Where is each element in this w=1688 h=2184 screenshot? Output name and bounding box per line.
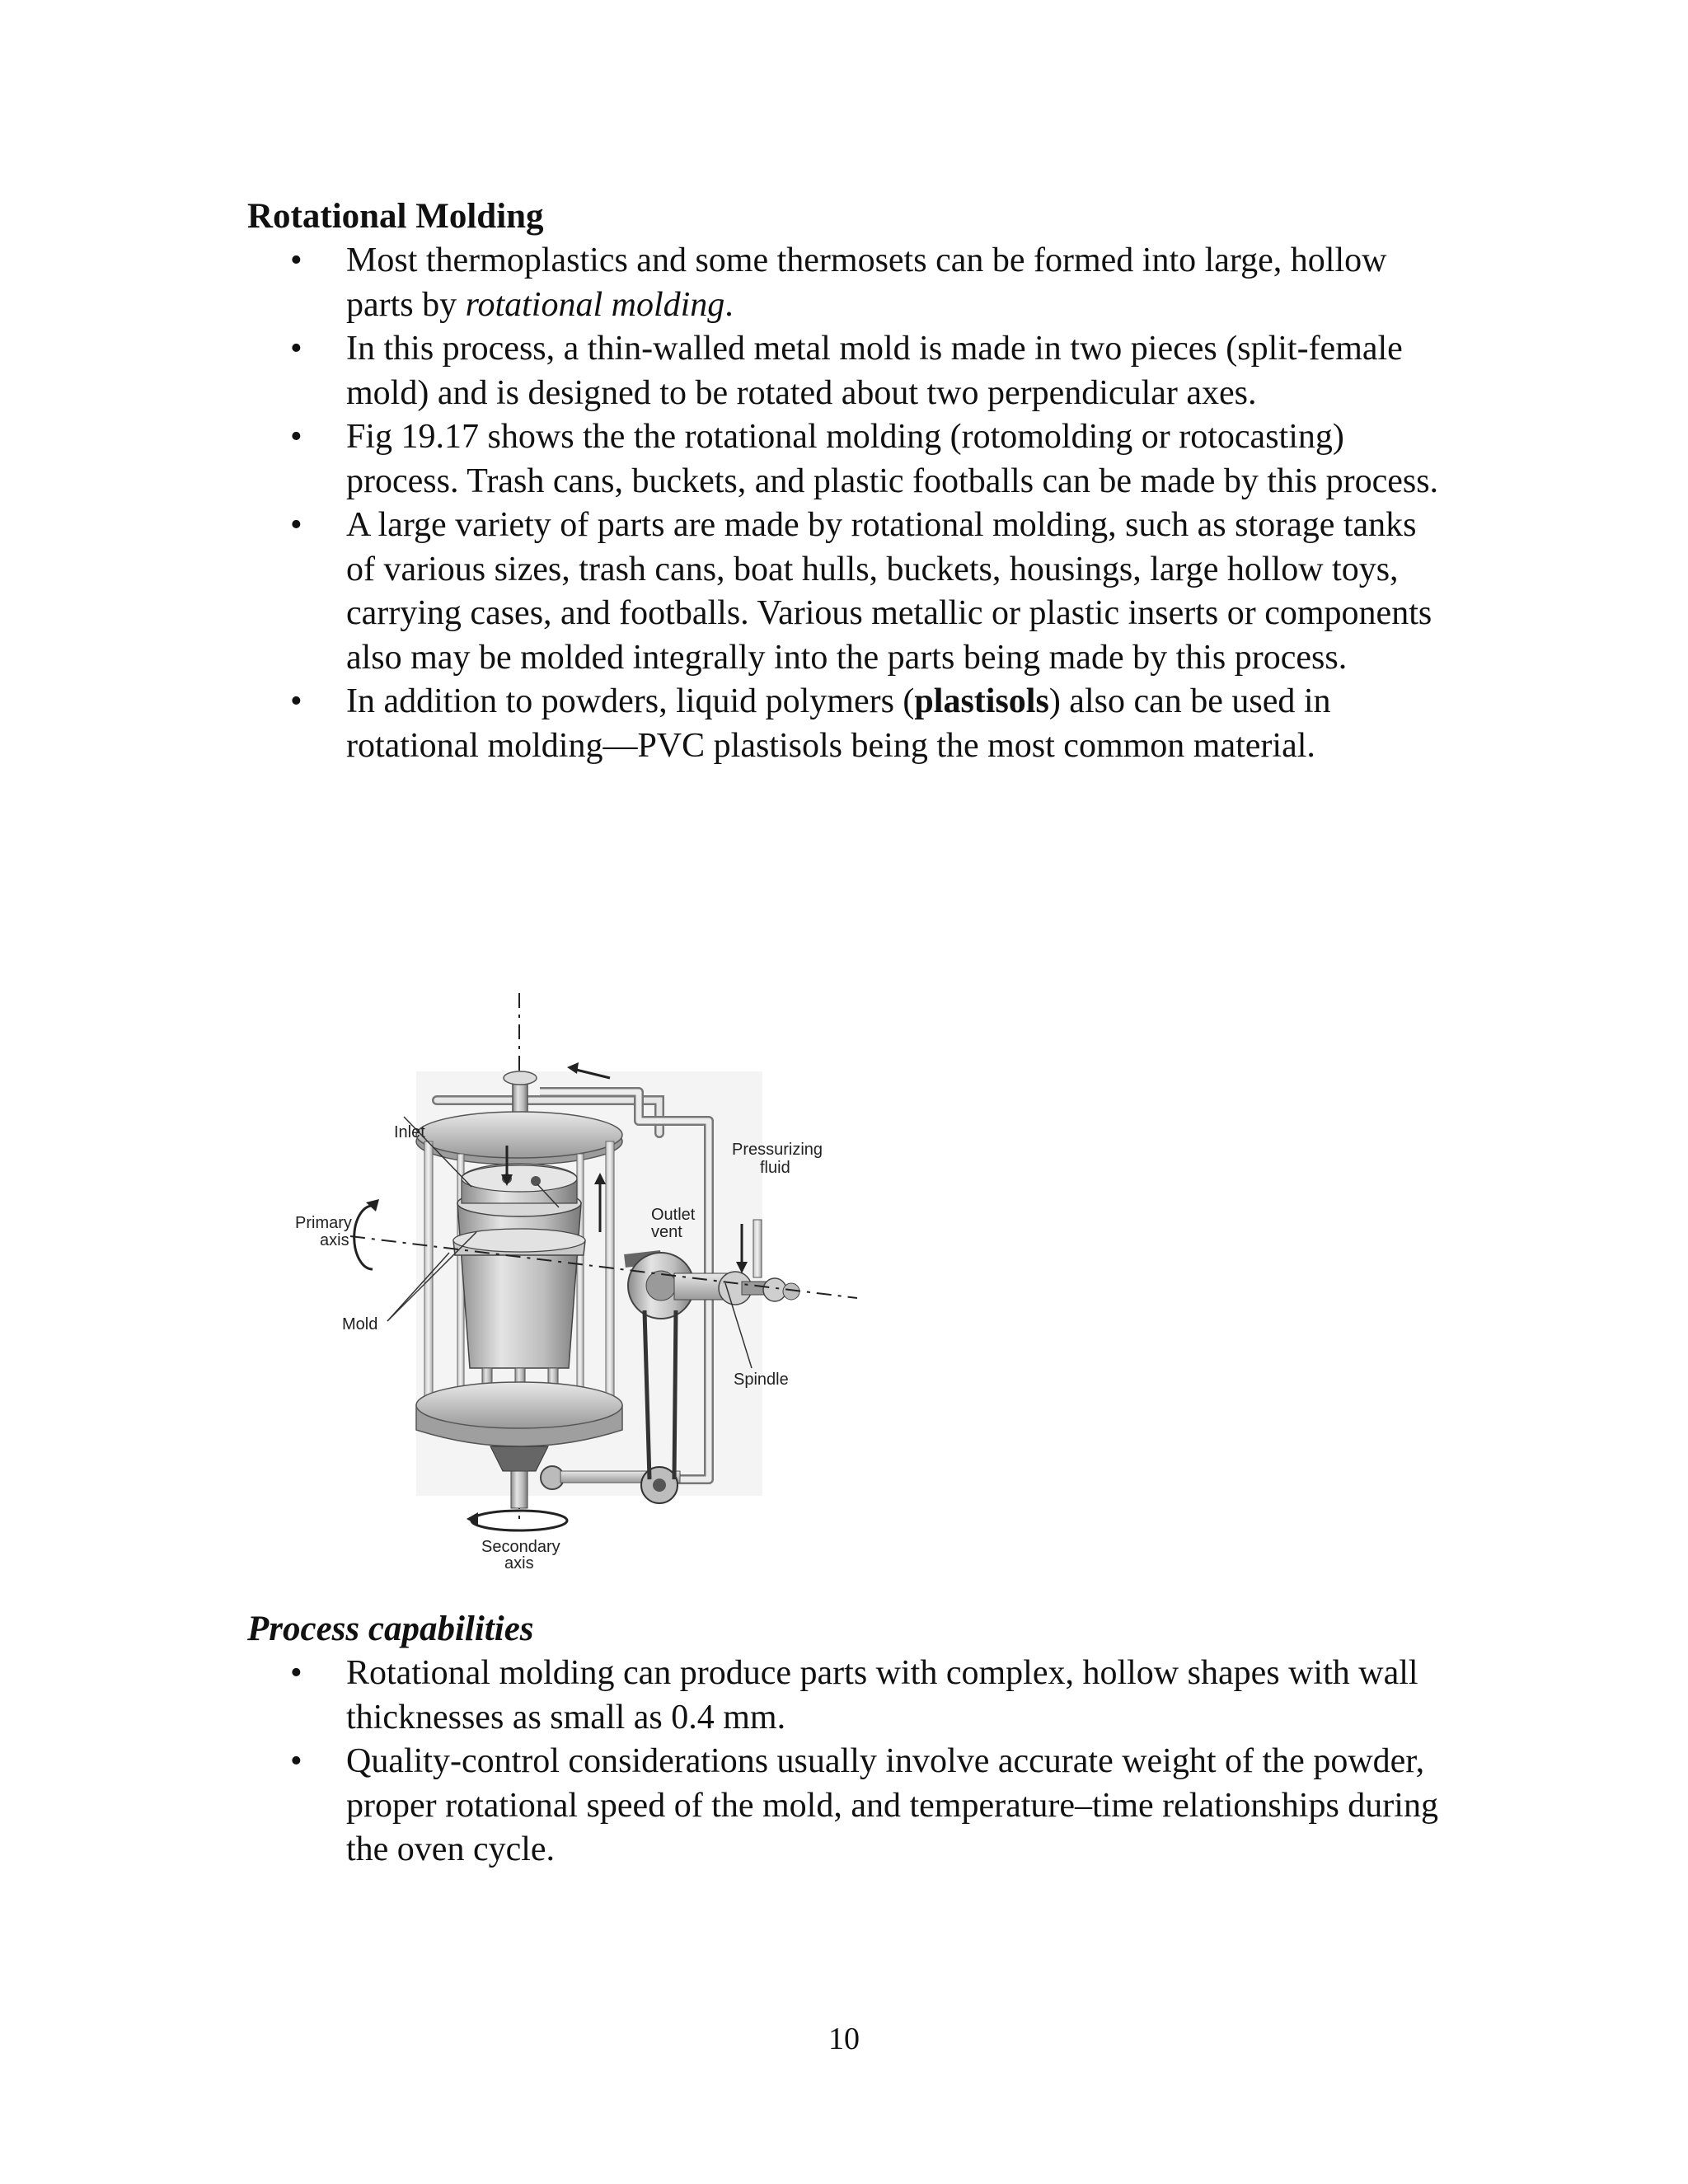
section-title: Process capabilities: [247, 1610, 534, 1648]
list-item: • In addition to powders, liquid polymers (plastisols) also can be used in rotational molding—PVC plastisols being the most common material.: [247, 680, 1442, 768]
rotational-molding-diagram: [280, 993, 882, 1570]
list-item: • Quality-control considerations usually involve accurate weight of the powder, proper rotational speed of the mold, and temperature–time relationships during the oven cycle.: [247, 1740, 1442, 1872]
section-rotational-molding: [247, 194, 1442, 768]
label-pressurizing: Pressurizing: [732, 1141, 823, 1159]
list-item: • A large variety of parts are made by rotational molding, such as storage tanks of various sizes, trash cans, boat hulls, buckets, housings, large hollow toys, carrying cases, and footballs. Various metallic or plastic inserts or components also may be molded integrally into the parts being made by this process.: [247, 504, 1442, 680]
section-process-capabilities: [247, 1607, 1442, 1872]
label-spindle: Spindle: [734, 1371, 789, 1389]
inlet-cap: [504, 1071, 537, 1085]
support-rod: [606, 1141, 614, 1405]
mold-body: [457, 1203, 581, 1368]
list-item: • In this process, a thin-walled metal mold is made in two pieces (split-female mold) and is designed to be rotated about two perpendicular axes.: [247, 327, 1442, 415]
bullet-icon: •: [290, 1742, 302, 1780]
support-rod: [577, 1154, 584, 1401]
support-rod: [424, 1141, 433, 1405]
label-inlet: Inlet: [394, 1123, 425, 1141]
bullet-list: [247, 239, 1442, 768]
list-item: • Most thermoplastics and some thermosets can be formed into large, hollow parts by rotational molding.: [247, 239, 1442, 327]
section-title: Rotational Molding: [247, 197, 544, 236]
outlet-port: [531, 1176, 541, 1186]
label-vent: vent: [651, 1223, 682, 1241]
rotational-molding-figure: [280, 993, 882, 1570]
bullet-list: [247, 1652, 1442, 1872]
bullet-icon: •: [290, 330, 302, 368]
label-secondary: Secondary: [481, 1538, 560, 1556]
bullet-icon: •: [290, 241, 302, 279]
bullet-icon: •: [290, 418, 302, 456]
drive-shaft: [511, 1471, 528, 1508]
list-item: • Rotational molding can produce parts with complex, hollow shapes with wall thicknesses as small as 0.4 mm.: [247, 1652, 1442, 1740]
label-primary-axis: axis: [320, 1231, 349, 1249]
label-secondary-axis: axis: [504, 1554, 534, 1570]
bullet-icon: •: [290, 506, 302, 544]
label-mold: Mold: [342, 1315, 378, 1333]
bullet-icon: •: [290, 1654, 302, 1692]
bullet-icon: •: [290, 682, 302, 720]
label-primary: Primary: [295, 1214, 352, 1232]
list-item: • Fig 19.17 shows the the rotational molding (rotomolding or rotocasting) process. Trash cans, buckets, and plastic footballs can be made by this process.: [247, 415, 1442, 504]
label-outlet: Outlet: [651, 1206, 696, 1224]
page-number: 10: [828, 2022, 860, 2056]
label-fluid: fluid: [760, 1159, 790, 1177]
fluid-pipe: [753, 1220, 762, 1277]
